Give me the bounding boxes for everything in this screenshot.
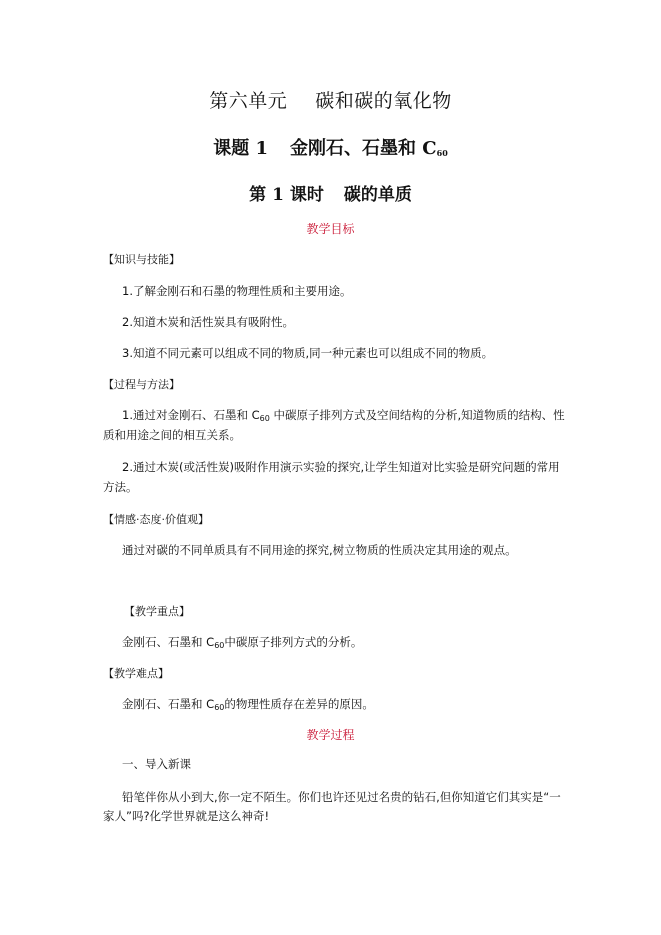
topic-title-subscript: 60 [436, 148, 448, 158]
unit-title-name: 碳和碳的氧化物 [315, 90, 452, 112]
knowledge-item-2: 2.知道木炭和活性炭具有吸附性。 [122, 315, 294, 329]
emotion-text: 通过对碳的不同单质具有不同用途的探究,树立物质的性质决定其用途的观点。 [122, 543, 517, 557]
knowledge-item-3: 3.知道不同元素可以组成不同的物质,同一种元素也可以组成不同的物质。 [122, 346, 494, 360]
process-item-1-line-1 [122, 408, 565, 426]
topic-title-prefix: 课题 1 [213, 138, 269, 159]
key-point-header: 【教学重点】 [124, 605, 190, 618]
key-point-text [122, 635, 362, 653]
intro-header: 一、导入新课 [122, 757, 191, 771]
lesson-title [0, 180, 661, 205]
knowledge-header: 【知识与技能】 [103, 253, 180, 266]
difficulty-text-b: 的物理性质存在差异的原因。 [224, 697, 374, 711]
intro-line-1: 铅笔伴你从小到大,你一定不陌生。你们也许还见过名贵的钻石,但你知道它们其实是“一 [122, 790, 561, 804]
process-item-1-text-a: 1.通过对金刚石、石墨和 C [122, 408, 260, 422]
difficulty-subscript: 60 [214, 703, 225, 712]
section-heading-process: 教学过程 [306, 728, 355, 742]
process-item-1-text-b: 中碳原子排列方式及空间结构的分析,知道物质的结构、性 [269, 408, 565, 422]
process-item-1-line-2: 质和用途之间的相互关系。 [103, 428, 241, 442]
process-item-2-line-1: 2.通过木炭(或活性炭)吸附作用演示实验的探究,让学生知道对比实验是研究问题的常用 [122, 460, 560, 474]
unit-title-number: 第六单元 [209, 90, 288, 112]
process-item-1-subscript: 60 [259, 414, 270, 423]
lesson-title-main: 碳的单质 [343, 185, 412, 205]
emotion-header: 【情感·态度·价值观】 [103, 513, 209, 526]
difficulty-text [122, 697, 374, 715]
intro-line-2: 家人”吗?化学世界就是这么神奇! [103, 809, 270, 823]
process-item-2-line-2: 方法。 [103, 480, 138, 494]
topic-title [0, 134, 661, 160]
key-point-text-a: 金刚石、石墨和 C [122, 635, 215, 649]
key-point-text-b: 中碳原子排列方式的分析。 [224, 635, 363, 649]
key-point-subscript: 60 [214, 641, 225, 650]
unit-title [0, 86, 661, 113]
process-header: 【过程与方法】 [103, 378, 180, 391]
difficulty-text-a: 金刚石、石墨和 C [122, 697, 215, 711]
topic-title-main: 金刚石、石墨和 C [290, 138, 437, 159]
section-heading-goals: 教学目标 [306, 222, 355, 236]
lesson-title-prefix: 第 1 课时 [249, 185, 324, 205]
difficulty-header: 【教学难点】 [103, 667, 169, 680]
knowledge-item-1: 1.了解金刚石和石墨的物理性质和主要用途。 [122, 284, 352, 298]
